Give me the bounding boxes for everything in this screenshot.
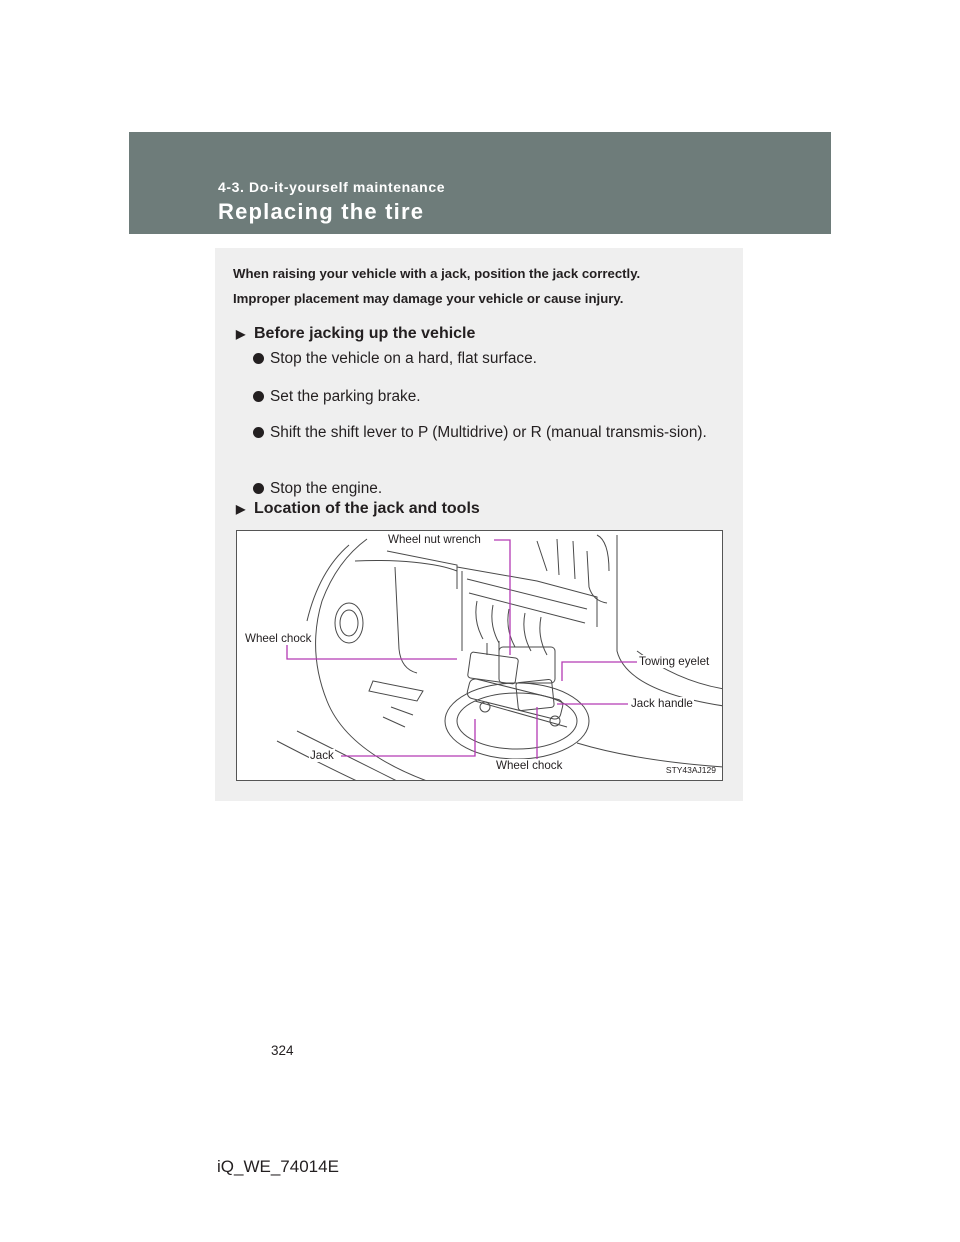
list-item [253, 476, 723, 502]
page-title: Replacing the tire [218, 199, 425, 224]
label-wheel-chock-bottom: Wheel chock [496, 759, 563, 772]
label-towing-eyelet: Towing eyelet [639, 655, 710, 668]
header-band [129, 132, 831, 234]
heading-text: Location of the jack and tools [254, 500, 480, 517]
list-item [253, 346, 723, 372]
page-number: 324 [271, 1043, 294, 1058]
list-item-text: Stop the engine. [270, 480, 383, 497]
bullet-dot-icon [253, 427, 264, 438]
section-heading-location [236, 500, 480, 518]
label-wheel-nut-wrench: Wheel nut wrench [388, 533, 481, 546]
heading-text: Before jacking up the vehicle [254, 325, 476, 342]
jack-location-illustration [236, 530, 723, 781]
list-item-text: Shift the shift lever to P (Multidrive) or R (manual transmis-sion). [270, 424, 707, 441]
label-wheel-chock-left: Wheel chock [245, 632, 312, 645]
document-code: iQ_WE_74014E [217, 1157, 339, 1176]
list-item-text: Set the parking brake. [270, 388, 421, 405]
bullet-dot-icon [253, 391, 264, 402]
content-box [215, 248, 743, 801]
list-item [253, 384, 723, 410]
label-jack-handle: Jack handle [631, 697, 693, 710]
list-item [253, 420, 723, 446]
section-heading-before-jacking [236, 325, 475, 343]
bullet-dot-icon [253, 483, 264, 494]
list-item-text: Stop the vehicle on a hard, flat surface. [270, 350, 537, 367]
figure-code: STY43AJ129 [665, 765, 716, 775]
intro-text [233, 261, 725, 311]
intro-line-1: When raising your vehicle with a jack, position the jack correctly. [233, 266, 641, 281]
section-label: 4-3. Do-it-yourself maintenance [218, 179, 446, 195]
label-jack: Jack [310, 749, 334, 762]
intro-line-2: Improper placement may damage your vehicle or cause injury. [233, 291, 624, 306]
bullet-dot-icon [253, 353, 264, 364]
triangle-marker-icon: ▶ [236, 327, 246, 341]
triangle-marker-icon: ▶ [236, 502, 246, 516]
